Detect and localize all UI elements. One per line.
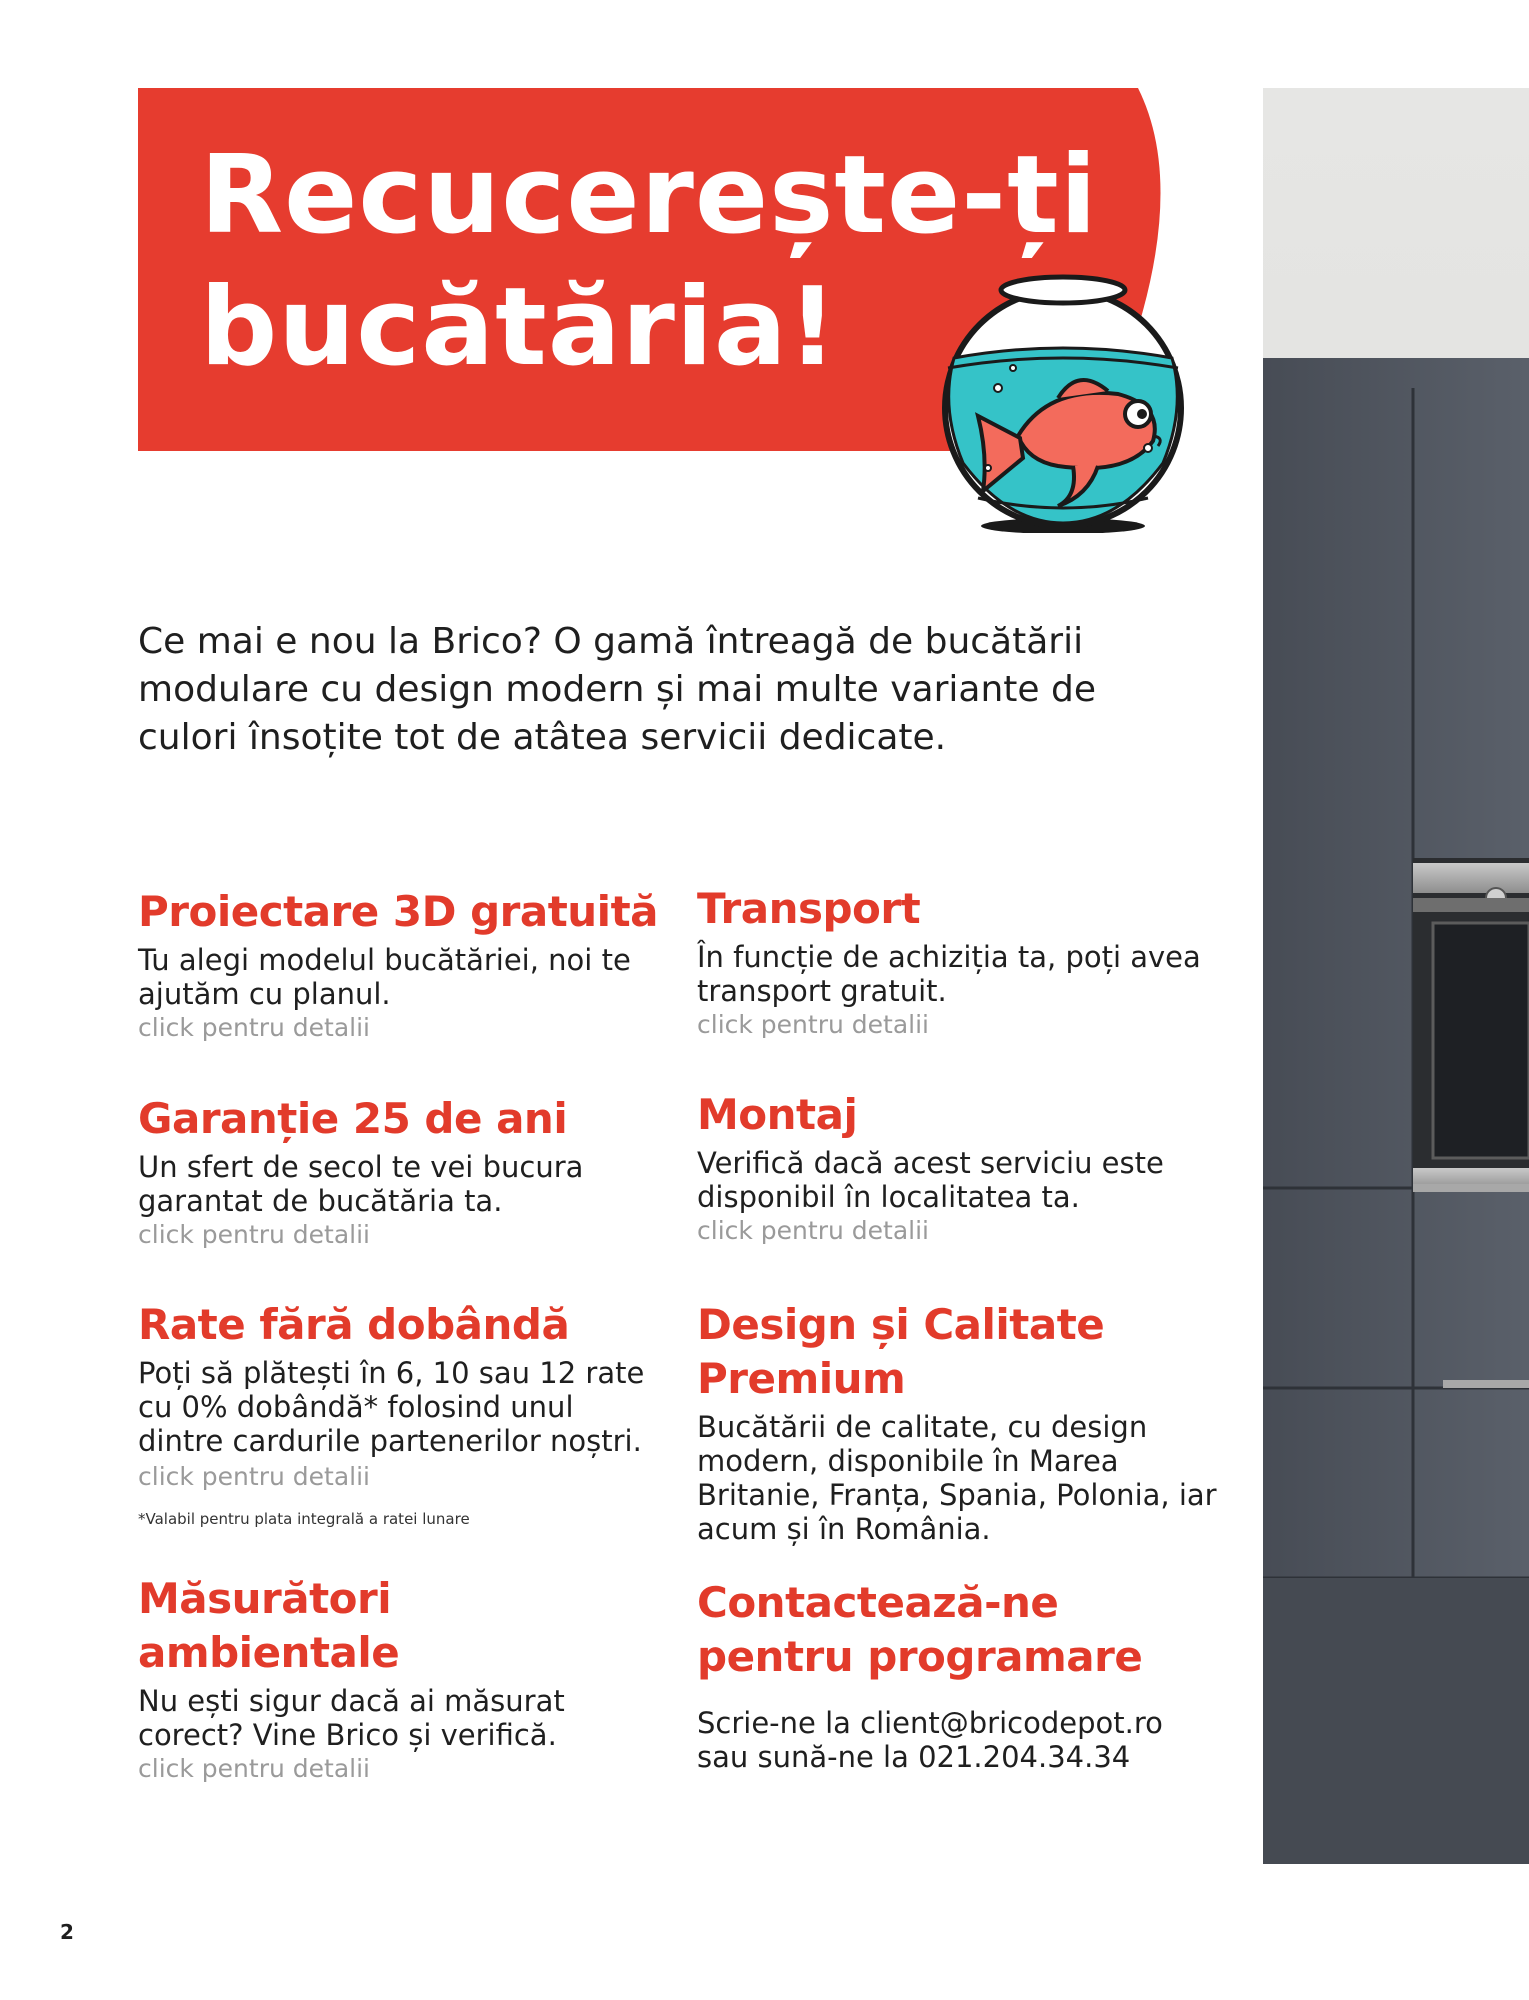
fishbowl-goldfish-icon xyxy=(918,268,1208,533)
details-link[interactable]: click pentru detalii xyxy=(138,1754,370,1783)
section-body-text: Tu alegi modelul bucătăriei, noi te ajutăm cu planul. xyxy=(138,943,631,1011)
section-body xyxy=(697,940,1217,1042)
section-assembly xyxy=(697,1088,1217,1248)
details-link[interactable]: click pentru detalii xyxy=(138,1462,370,1491)
section-body xyxy=(697,1146,1217,1248)
section-design-quality xyxy=(697,1298,1217,1546)
section-body-text: Un sfert de secol te vei bucura garantat de bucătăria ta. xyxy=(138,1150,584,1218)
section-title: Montaj xyxy=(697,1090,858,1139)
section-body-text: Verifică dacă acest serviciu este disponibil în localitatea ta. xyxy=(697,1146,1164,1214)
section-title: Măsurători ambientale xyxy=(138,1574,400,1677)
section-title: Rate fără dobândă xyxy=(138,1300,570,1349)
section-body xyxy=(697,1706,1217,1774)
section-body xyxy=(138,1150,658,1252)
section-title: Contactează-ne pentru programare xyxy=(697,1578,1143,1681)
section-title: Garanție 25 de ani xyxy=(138,1094,568,1143)
section-title: Design și Calitate Premium xyxy=(697,1300,1105,1403)
section-body xyxy=(138,943,658,1045)
section-3d-design xyxy=(138,885,658,1045)
details-link[interactable]: click pentru detalii xyxy=(138,1220,370,1249)
section-contact xyxy=(697,1576,1217,1774)
section-title: Transport xyxy=(697,884,921,933)
section-body-text: Poți să plătești în 6, 10 sau 12 rate cu 0% dobândă* folosind unul dintre cardurile partenerilor noștri. xyxy=(138,1356,645,1458)
section-warranty xyxy=(138,1092,658,1252)
section-body-text: Nu ești sigur dacă ai măsurat corect? Vine Brico și verifică. xyxy=(138,1684,565,1752)
kitchen-photo xyxy=(1263,88,1529,1864)
section-measurements xyxy=(138,1572,658,1786)
title-line-2: bucătăria! xyxy=(200,265,839,390)
contact-phone-line[interactable]: sau sună-ne la 021.204.34.34 xyxy=(697,1740,1131,1774)
title-line-1: Recucerește-ți xyxy=(200,133,1098,258)
section-title: Proiectare 3D gratuită xyxy=(138,887,658,936)
contact-email-line[interactable]: Scrie-ne la client@bricodepot.ro xyxy=(697,1706,1163,1740)
details-link[interactable]: click pentru detalii xyxy=(697,1010,929,1039)
section-transport xyxy=(697,882,1217,1042)
footnote: *Valabil pentru plata integrală a ratei lunare xyxy=(138,1510,470,1528)
details-link[interactable]: click pentru detalii xyxy=(138,1013,370,1042)
page-number: 2 xyxy=(60,1920,74,1944)
section-body: Bucătării de calitate, cu design modern, disponibile în Marea Britanie, Franța, Spania, Polonia, iar acum și în România. xyxy=(697,1410,1217,1546)
section-body xyxy=(138,1684,658,1786)
section-body xyxy=(138,1356,658,1536)
details-link[interactable]: click pentru detalii xyxy=(697,1216,929,1245)
intro-text: Ce mai e nou la Brico? O gamă întreagă de bucătării modulare cu design modern și mai multe variante de culori însoțite tot de atâtea servicii dedicate. xyxy=(138,621,1096,758)
section-installments xyxy=(138,1298,658,1536)
section-body-text: În funcție de achiziția ta, poți avea transport gratuit. xyxy=(697,940,1201,1008)
